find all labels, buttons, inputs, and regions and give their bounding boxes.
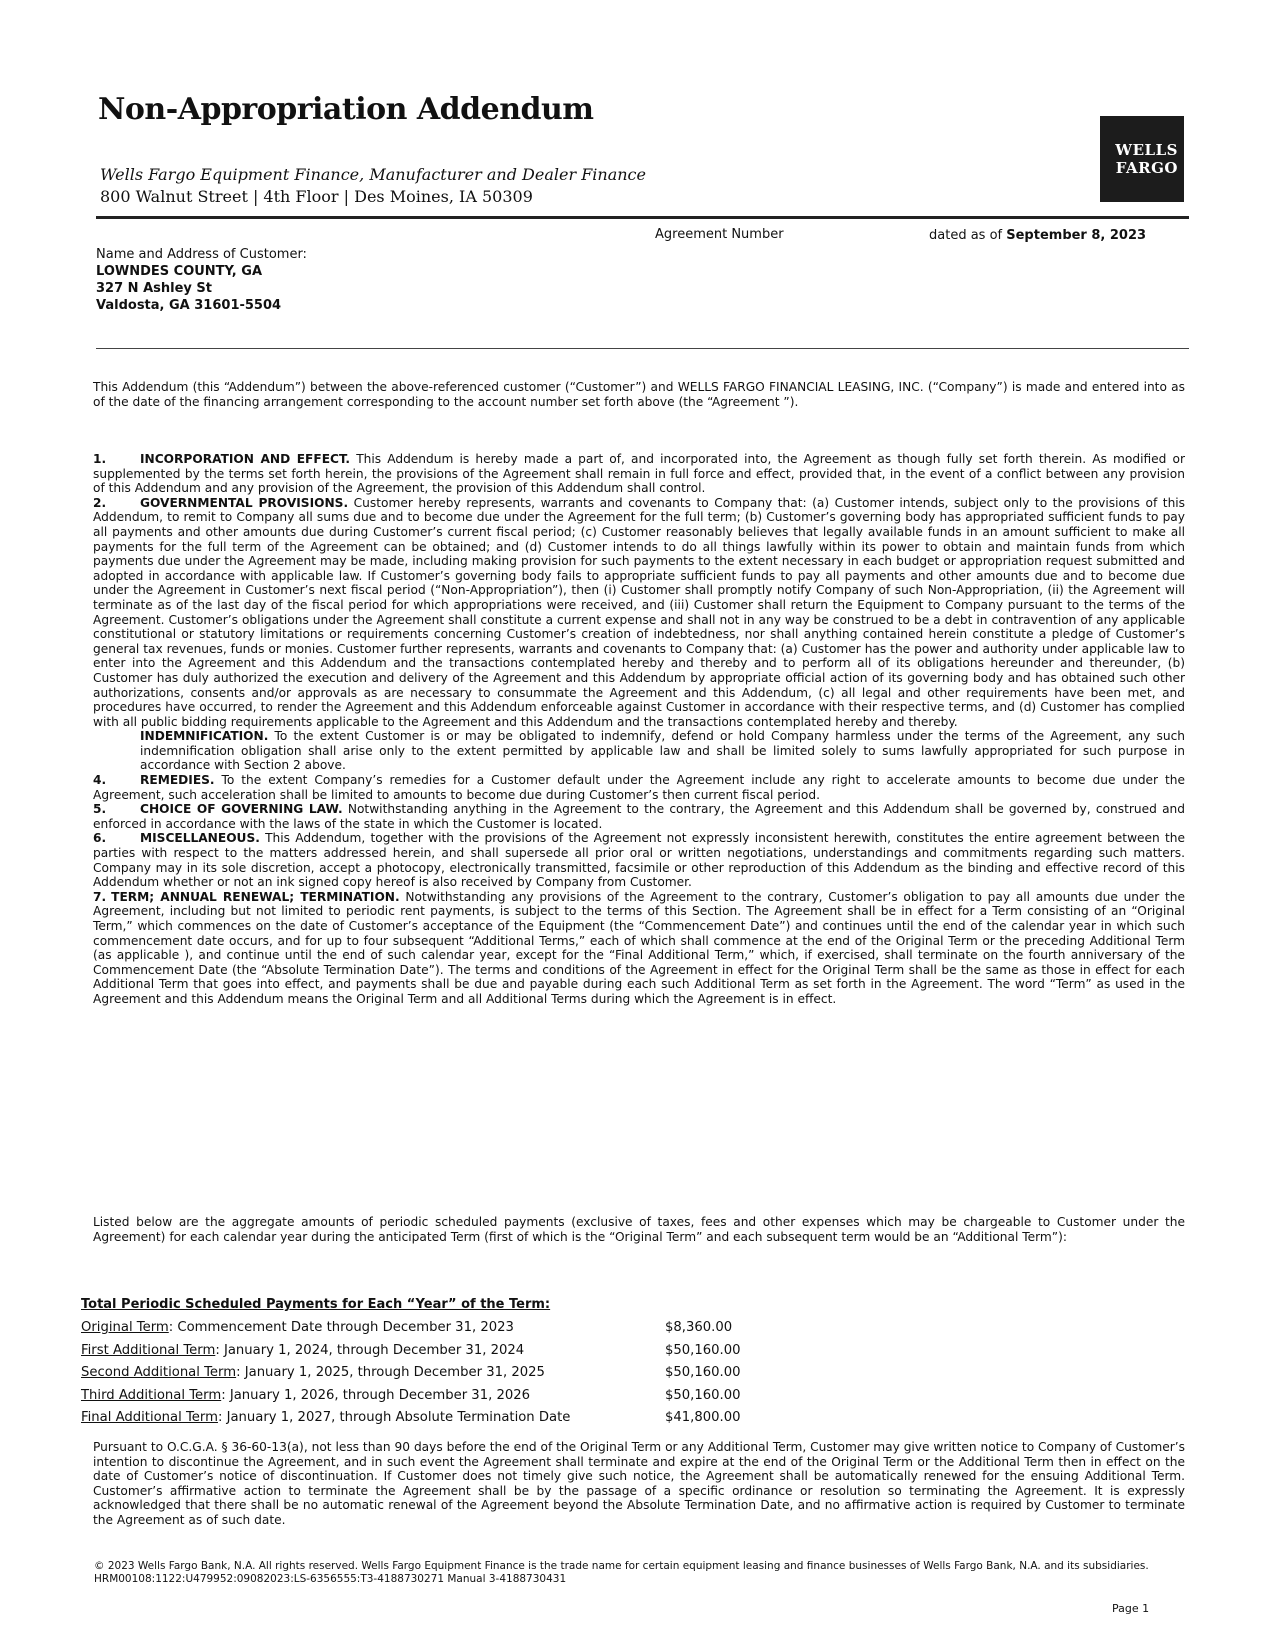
section-heading: TERM; ANNUAL RENEWAL; TERMINATION. (111, 889, 400, 904)
dated-value: September 8, 2023 (1006, 228, 1147, 243)
term-period: : January 1, 2024, through December 31, 2024 (215, 1342, 525, 1358)
listed-below-text: Listed below are the aggregate amounts of periodic scheduled payments (exclusive of taxes, fees and other expenses which may be chargeable to Customer under the Agreement) for each calendar year during the anticipated Term (first of which is the “Original Term” and each subsequent term would be an “Additional Term”): (93, 1215, 1185, 1244)
term-amount: $50,160.00 (665, 1342, 741, 1358)
term-name: Final Additional Term (81, 1410, 218, 1426)
section-heading: GOVERNMENTAL PROVISIONS. (140, 495, 349, 510)
logo-line-1: WELLS (1115, 141, 1178, 159)
customer-label: Name and Address of Customer: (96, 247, 307, 262)
payment-row (81, 1410, 795, 1433)
section-7 (93, 890, 1185, 1007)
section-5 (93, 802, 1185, 831)
customer-name: LOWNDES COUNTY, GA (96, 264, 263, 279)
payments-title: Total Periodic Scheduled Payments for Each “Year” of the Term: (81, 1297, 551, 1312)
term-amount: $41,800.00 (665, 1410, 741, 1426)
section-text: Notwithstanding any provisions of the Agreement to the contrary, Customer’s obligation to pay all amounts due under the Agreement, including but not limited to periodic rent payments, is subject to the terms of this Section. The Agreement shall be in effect for a Term consisting of an “Original Term,” which commences on the date of Customer’s acceptance of the Equipment (the “Commencement Date”) and continues until the end of the calendar year in which such commencement date occurs, and for up to four subsequent “Additional Terms,” each of which shall commence at the end of the Original Term or the preceding Additional Term (as applicable ), and continue until the end of such calendar year, except for the “Final Additional Term,” which, if exercised, shall terminate on the fourth anniversary of the Commencement Date (the “Absolute Termination Date”). The terms and conditions of the Agreement in effect for the Original Term shall be the same as those in effect for each Additional Term that goes into effect, and payments shall be due and payable during each such Additional Term as set forth in the Agreement. The word “Term” as used in the Agreement and this Addendum means the Original Term and all Additional Terms during which the Agreement is in effect. (93, 889, 1186, 1006)
intro-paragraph (93, 380, 1185, 409)
customer-city: Valdosta, GA 31601-5504 (96, 298, 282, 313)
section-heading: CHOICE OF GOVERNING LAW. (140, 802, 343, 817)
section-heading: INCORPORATION AND EFFECT. (140, 452, 351, 466)
payment-row (81, 1365, 795, 1388)
section-number: 5. (93, 802, 107, 817)
customer-block (96, 246, 307, 314)
section-6 (93, 831, 1185, 889)
section-text: This Addendum, together with the provisions of the Agreement not expressly inconsistent herewith, constitutes the entire agreement between the parties with respect to the matters addressed herein, and shall supersede all prior oral or written negotiations, understandings and commitments regarding such matters. Company may in its sole discretion, accept a photocopy, electronically transmitted, facsimile or other reproduction of this Addendum as the binding and effective record of this Addendum whether or not an ink signed copy hereof is also received by Company from Customer. (93, 831, 1185, 890)
document-title: Non-Appropriation Addendum (98, 92, 594, 127)
customer-divider (96, 348, 1189, 349)
section-number: 1. (93, 452, 107, 466)
closing-paragraph (93, 1440, 1185, 1528)
company-address: 800 Walnut Street | 4th Floor | Des Moines, IA 50309 (100, 187, 533, 206)
term-period: : January 1, 2027, through Absolute Termination Date (217, 1410, 571, 1426)
page-number: Page 1 (1112, 1602, 1150, 1615)
section-text: Notwithstanding anything in the Agreement to the contrary, the Agreement and this Addendum shall be governed by, construed and enforced in accordance with the laws of the state in which the Customer is located. (93, 802, 1185, 831)
wells-fargo-logo (1100, 116, 1184, 202)
term-amount: $50,160.00 (665, 1387, 741, 1403)
term-period: : January 1, 2026, through December 31, 2026 (221, 1387, 531, 1403)
section-number: 7. (93, 889, 107, 904)
dated-prefix: dated as of (929, 228, 1003, 243)
sections-block (93, 452, 1185, 1007)
section-2 (93, 496, 1185, 730)
company-line: Wells Fargo Equipment Finance, Manufacturer and Dealer Finance (100, 165, 646, 184)
header-divider (96, 216, 1189, 219)
section-text: Customer hereby represents, warrants and covenants to Company that: (a) Customer intends, subject only to the provisions of this Addendum, to remit to Company all sums due and to become due under the Agreement for the full term; (b) Customer’s governing body has appropriated sufficient funds to pay all payments and other amounts due during Customer’s current fiscal period; (c) Customer reasonably believes that legally available funds in an amount sufficient to make all payments for the full term of the Agreement can be obtained; and (d) Customer intends to do all things lawfully within its power to obtain and maintain funds from which payments due under the Agreement may be made, including making provision for such payments to the extent necessary in each budget or appropriation request submitted and adopted in accordance with applicable law. If Customer’s governing body fails to appropriate sufficient funds to pay all payments and other amounts due and to become due under the Agreement in Customer’s next fiscal period (“Non-Appropriation”), then (i) Customer shall promptly notify Company of such Non-Appropriation, (ii) the Agreement will terminate as of the last day of the fiscal period for which appropriations were received, and (iii) Customer shall return the Equipment to Company pursuant to the terms of the Agreement. Customer’s obligations under the Agreement shall constitute a current expense and shall not in any way be construed to be a debt in contravention of any applicable constitutional or statutory limitations or requirements concerning Customer’s creation of indebtedness, nor shall anything contained herein constitute a pledge of Customer’s general tax revenues, funds or monies. Customer further represents, warrants and covenants to Company that: (a) Customer has the power and authority under applicable law to enter into the Agreement and this Addendum and the transactions contemplated hereby and thereby and to perform all of its obligations hereunder and thereunder, (b) Customer has duly authorized the execution and delivery of the Agreement and this Addendum by appropriate official action of its governing body and has obtained such other authorizations, consents and/or approvals as are necessary to consummate the Agreement and this Addendum, (c) all legal and other requirements have been met, and procedures have occurred, to render the Agreement and this Addendum enforceable against Customer in accordance with their respective terms, and (d) Customer has complied with all public bidding requirements applicable to the Agreement and this Addendum and the transactions contemplated hereby and thereby. (93, 495, 1186, 729)
section-text: To the extent Company’s remedies for a Customer default under the Agreement include any right to accelerate amounts to become due under the Agreement, such acceleration shall be limited to amounts to become due during Customer’s then current fiscal period. (93, 773, 1185, 802)
term-amount: $50,160.00 (665, 1365, 741, 1381)
section-heading: INDEMNIFICATION. (140, 729, 269, 744)
section-number: 2. (93, 495, 107, 510)
section-number: 6. (93, 831, 107, 846)
term-period: : January 1, 2025, through December 31, 2025 (236, 1365, 545, 1381)
customer-street: 327 N Ashley St (96, 281, 212, 296)
section-heading: REMEDIES. (140, 773, 215, 788)
section-text: This Addendum is hereby made a part of, and incorporated into, the Agreement as though fully set forth therein. As modified or supplemented by the terms set forth herein, the provisions of the Agreement shall remain in full force and effect, provided that, in the event of a conflict between any provision of this Addendum and any provision of the Agreement, the provision of this Addendum shall control. (93, 452, 1185, 496)
term-amount: $8,360.00 (665, 1320, 733, 1335)
payment-row (81, 1388, 795, 1411)
term-name: Second Additional Term (81, 1365, 237, 1381)
section-heading: MISCELLANEOUS. (140, 831, 260, 846)
section-text: To the extent Customer is or may be obligated to indemnify, defend or hold Company harmless under the terms of the Agreement, any such indemnification obligation shall arise only to the extent permitted by applicable law and shall be limited solely to sums lawfully appropriated for such purpose in accordance with Section 2 above. (140, 729, 1186, 773)
agreement-number-label: Agreement Number (655, 227, 784, 242)
payments-table (81, 1320, 795, 1433)
section-4 (93, 773, 1185, 802)
agreement-date (929, 228, 1146, 243)
closing-text: Pursuant to O.C.G.A. § 36-60-13(a), not less than 90 days before the end of the Original Term or any Additional Term, Customer may give written notice to Company of Customer’s intention to discontinue the Agreement, and in such event the Agreement shall terminate and expire at the end of the Original Term or the Additional Term then in effect on the date of Customer’s notice of discontinuation. If Customer does not timely give such notice, the Agreement shall be automatically renewed for the ensuing Additional Term. Customer’s affirmative action to terminate the Agreement shall be by the passage of a specific ordinance or resolution so terminating the Agreement. It is expressly acknowledged that there shall be no automatic renewal of the Agreement beyond the Absolute Termination Date, and no affirmative action is required by Customer to terminate the Agreement as of such date. (93, 1440, 1185, 1527)
payment-row (81, 1343, 795, 1366)
logo-line-2: FARGO (1115, 159, 1178, 177)
copyright-notice: © 2023 Wells Fargo Bank, N.A. All rights reserved. Wells Fargo Equipment Finance is the trade name for certain equipment leasing and finance businesses of Wells Fargo Bank, N.A. and its subsidiaries. (94, 1560, 1149, 1572)
footer (94, 1560, 1184, 1585)
listed-below-paragraph (93, 1215, 1185, 1244)
document-code: HRM00108:1122:U479952:09082023:LS-6356555:T3-4188730271 Manual 3-4188730431 (94, 1572, 567, 1585)
section-1 (93, 452, 1185, 496)
intro-text: This Addendum (this “Addendum”) between the above-referenced customer (“Customer”) and WELLS FARGO FINANCIAL LEASING, INC. (“Company”) is made and entered into as of the date of the financing arrangement corresponding to the account number set forth above (the “Agreement ”). (93, 380, 1185, 409)
term-name: Third Additional Term (81, 1387, 222, 1403)
term-name: Original Term (81, 1320, 169, 1335)
section-3 (93, 729, 1185, 773)
section-number: 4. (93, 773, 107, 788)
payment-row (81, 1320, 795, 1343)
term-name: First Additional Term (81, 1342, 216, 1358)
term-period: : Commencement Date through December 31, 2023 (168, 1320, 514, 1335)
